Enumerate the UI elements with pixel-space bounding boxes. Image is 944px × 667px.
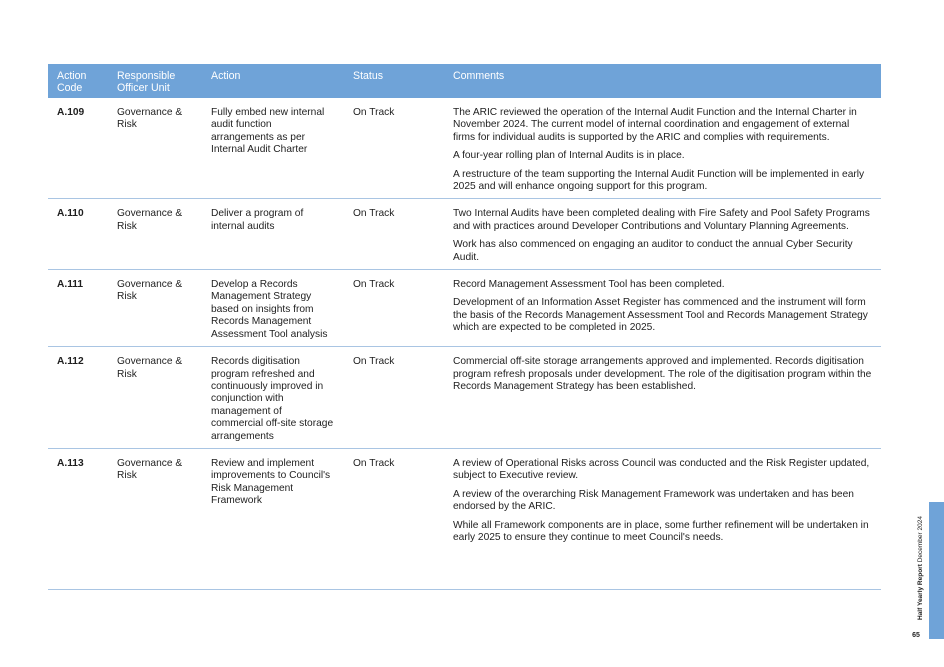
comments [444, 98, 881, 199]
comment-paragraph: Two Internal Audits have been completed dealing with Fire Safety and Pool Safety Programs and with practices around Developer Contributions and Voluntary Planning Agreements. [453, 208, 870, 232]
report-period: December 2024 [917, 516, 924, 563]
action-description: Review and implement improvements to Council's Risk Management Framework [202, 448, 344, 589]
header-action: Action [202, 64, 344, 98]
comments [444, 448, 881, 589]
responsible-unit: Governance & Risk [108, 347, 202, 449]
table-row [48, 98, 881, 199]
comment-paragraph: Record Management Assessment Tool has been completed. [453, 279, 725, 291]
table-row [48, 270, 881, 347]
responsible-unit: Governance & Risk [108, 270, 202, 347]
header-status: Status [344, 64, 444, 98]
responsible-unit: Governance & Risk [108, 98, 202, 199]
comment-paragraph: A restructure of the team supporting the Internal Audit Function will be implemented in early 2025 and will enhance ongoing support for this program. [453, 168, 865, 193]
header-comments: Comments [444, 64, 881, 98]
comments [444, 199, 881, 270]
action-code: A.113 [48, 448, 108, 589]
action-description: Fully embed new internal audit function arrangements as per Internal Audit Charter [202, 98, 344, 199]
comment-paragraph: A four-year rolling plan of Internal Audits is in place. [453, 150, 685, 162]
comment-paragraph: Commercial off-site storage arrangements approved and implemented. Records digitisation program refresh proposals under development. The role of the digitisation program within the Records Management Strategy has been established. [453, 356, 872, 392]
action-code: A.110 [48, 199, 108, 270]
status: On Track [344, 98, 444, 199]
status: On Track [344, 448, 444, 589]
comment-paragraph: A review of the overarching Risk Management Framework was undertaken and has been endorsed by the ARIC. [453, 488, 854, 513]
comments [444, 270, 881, 347]
table-header-row [48, 64, 881, 98]
header-responsible-officer-unit: Responsible Officer Unit [108, 64, 202, 98]
action-description: Develop a Records Management Strategy based on insights from Records Management Assessment Tool analysis [202, 270, 344, 347]
header-action-code: Action Code [48, 64, 108, 98]
table-row [48, 199, 881, 270]
comment-paragraph: Work has also commenced on engaging an auditor to conduct the annual Cyber Security Audit. [453, 239, 853, 263]
status: On Track [344, 199, 444, 270]
report-title: Half Yearly Report [917, 564, 924, 620]
comment-paragraph: While all Framework components are in place, some further refinement will be undertaken in early 2025 to ensure they continue to meet Council's needs. [453, 519, 869, 543]
comment-paragraph: A review of Operational Risks across Council was conducted and the Risk Register updated, subject to Executive review. [453, 457, 870, 482]
comment-paragraph: Development of an Information Asset Register has commenced and the instrument will form the basis of the Records Management Assessment Tool and Records Management Strategy which are expected to be completed in 2025. [453, 297, 868, 334]
status: On Track [344, 347, 444, 449]
action-description: Records digitisation program refreshed and continuously improved in conjunction with management of commercial off-site storage arrangements [202, 347, 344, 449]
action-description: Deliver a program of internal audits [202, 199, 344, 270]
comment-paragraph: The ARIC reviewed the operation of the Internal Audit Function and the Internal Charter in November 2024. The current model of internal coordination and engagement of external firms for individual audits is supported by the ARIC and complies with requirements. [453, 107, 857, 143]
action-code: A.109 [48, 98, 108, 199]
action-code: A.111 [48, 270, 108, 347]
comments [444, 347, 881, 449]
action-code: A.112 [48, 347, 108, 449]
status: On Track [344, 270, 444, 347]
responsible-unit: Governance & Risk [108, 199, 202, 270]
action-table [48, 64, 881, 590]
table-row [48, 448, 881, 589]
side-tab-marker [929, 502, 944, 639]
responsible-unit: Governance & Risk [108, 448, 202, 589]
page-number: 65 [912, 632, 920, 639]
running-footer [917, 516, 924, 620]
table-row [48, 347, 881, 449]
